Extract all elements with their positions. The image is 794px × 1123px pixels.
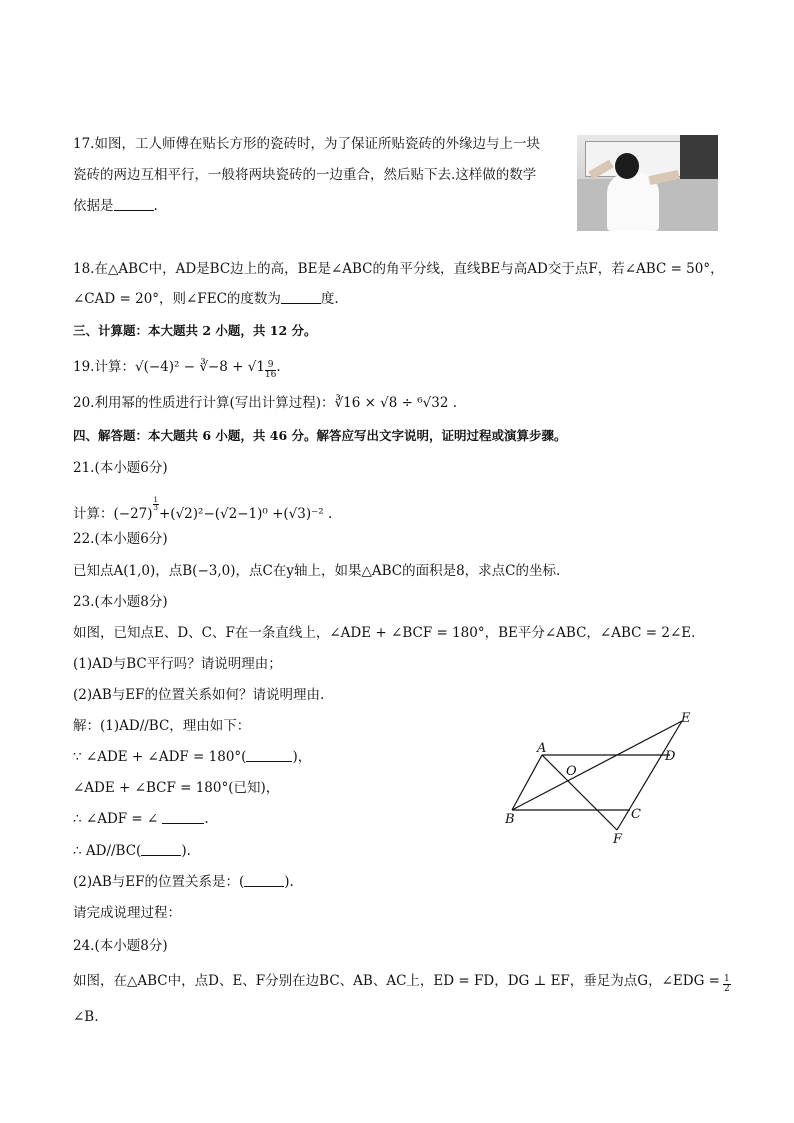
worker-head-shape — [615, 153, 639, 179]
label-o: O — [566, 764, 577, 779]
q18-line-2 — [73, 290, 339, 308]
answer-blank — [246, 748, 292, 762]
q21-exp-num: 1 — [153, 496, 158, 504]
q24-body-text: 如图，在△ABC中，点D、E、F分别在边BC、AB、AC上，ED = FD，DG ⊥ EF，垂足为点G，∠EDG = — [73, 973, 720, 989]
q23-step-2: ∠ADE + ∠BCF = 180°(已知)， — [73, 780, 280, 796]
answer-blank — [281, 290, 321, 304]
q19-prefix: 19.计算： — [73, 359, 135, 375]
label-b: B — [505, 812, 515, 827]
q19-fraction — [265, 361, 276, 380]
q20: 20.利用幂的性质进行计算(写出计算过程)：∛16 × √8 ÷ ⁶√32 . — [73, 395, 458, 411]
q24-fraction — [723, 975, 731, 994]
section-3-heading: 三、计算题：本大题共 2 小题，共 12 分。 — [73, 323, 317, 338]
q22-title: 22.(本小题6分) — [73, 531, 168, 547]
label-a: A — [537, 741, 547, 756]
segment-af — [542, 755, 617, 830]
q23-step-5-suffix: ). — [284, 874, 294, 890]
q21-prefix: 计算：(−27) — [73, 506, 153, 522]
label-d: D — [665, 749, 676, 764]
q17-line-3-prefix: 依据是 — [73, 198, 114, 214]
q24-body — [73, 972, 731, 994]
q19-expression: √(−4)² − ∛−8 + √1 — [134, 359, 265, 375]
section-4-heading: 四、解答题：本大题共 6 小题，共 46 分。解答应写出文字说明，证明过程或演算步骤。 — [73, 428, 567, 443]
q23-title: 23.(本小题8分) — [73, 594, 168, 610]
q17-line-2: 瓷砖的两边互相平行，一般将两块瓷砖的一边重合，然后贴下去.这样做的数学 — [73, 167, 537, 183]
answer-blank — [162, 810, 204, 824]
q19-suffix: . — [276, 359, 281, 375]
q23-geometry-figure — [495, 706, 705, 846]
q23-step-1-prefix: ∵ ∠ADE + ∠ADF = 180°( — [73, 749, 247, 765]
q19 — [73, 358, 281, 380]
label-c: C — [631, 807, 641, 822]
answer-blank — [141, 842, 181, 856]
q19-frac-num: 9 — [265, 361, 276, 371]
q23-step-4-suffix: ). — [181, 843, 191, 859]
q21-body — [73, 497, 332, 523]
q18-line-2-suffix: 度. — [320, 291, 339, 307]
q23-part-1: (1)AD与BC平行吗？请说明理由； — [73, 656, 282, 672]
q21-exp-den: 3 — [153, 504, 158, 512]
q23-step-1 — [73, 748, 311, 766]
q19-frac-den: 16 — [264, 370, 277, 380]
q23-step-1-suffix: )， — [292, 749, 312, 765]
q22-body: 已知点A(1,0)，点B(−3,0)，点C在y轴上，如果△ABC的面积是8，求点C的坐标. — [73, 563, 561, 579]
q24-frac-den: 2 — [723, 984, 730, 994]
q17-line-3 — [73, 197, 158, 215]
q21-rest: +(√2)²−(√2−1)⁰ +(√3)⁻² . — [159, 506, 333, 522]
q24-title: 24.(本小题8分) — [73, 938, 168, 954]
q23-step-3 — [73, 810, 209, 828]
q23-step-3-prefix: ∴ ∠ADF = ∠ — [73, 811, 159, 827]
tiling-worker-photo — [577, 135, 718, 231]
segment-be — [512, 721, 682, 810]
q17-line-1: 17.如图，工人师傅在贴长方形的瓷砖时，为了保证所贴瓷砖的外缘边与上一块 — [73, 136, 540, 152]
q23-step-6: 请完成说理过程： — [73, 905, 181, 921]
q23-step-3-suffix: . — [204, 811, 209, 827]
q24-frac-num: 1 — [723, 974, 730, 984]
q23-step-4-prefix: ∴ AD//BC( — [73, 843, 142, 859]
q17-line-3-suffix: . — [153, 198, 158, 214]
dark-tile-shape — [680, 135, 718, 179]
q21-title: 21.(本小题6分) — [73, 460, 168, 476]
label-e: E — [681, 711, 691, 726]
q23-solution-head: 解：(1)AD//BC，理由如下： — [73, 718, 251, 734]
answer-blank — [244, 873, 284, 887]
q23-step-5-prefix: (2)AB与EF的位置关系是：( — [73, 874, 245, 890]
q23-part-2: (2)AB与EF的位置关系如何？请说明理由. — [73, 687, 325, 703]
answer-blank — [114, 197, 154, 211]
label-f: F — [613, 832, 623, 846]
q23-step-5 — [73, 873, 294, 891]
q24-line-2: ∠B. — [73, 1009, 99, 1025]
q23-step-4 — [73, 842, 191, 860]
q18-line-2-prefix: ∠CAD = 20°，则∠FEC的度数为 — [73, 291, 281, 307]
q18-line-1: 18.在△ABC中，AD是BC边上的高，BE是∠ABC的角平分线，直线BE与高AD交于点F，若∠ABC = 50°， — [73, 261, 724, 277]
q23-body: 如图，已知点E、D、C、F在一条直线上，∠ADE + ∠BCF = 180°，BE平分∠ABC，∠ABC = 2∠E. — [73, 625, 696, 641]
